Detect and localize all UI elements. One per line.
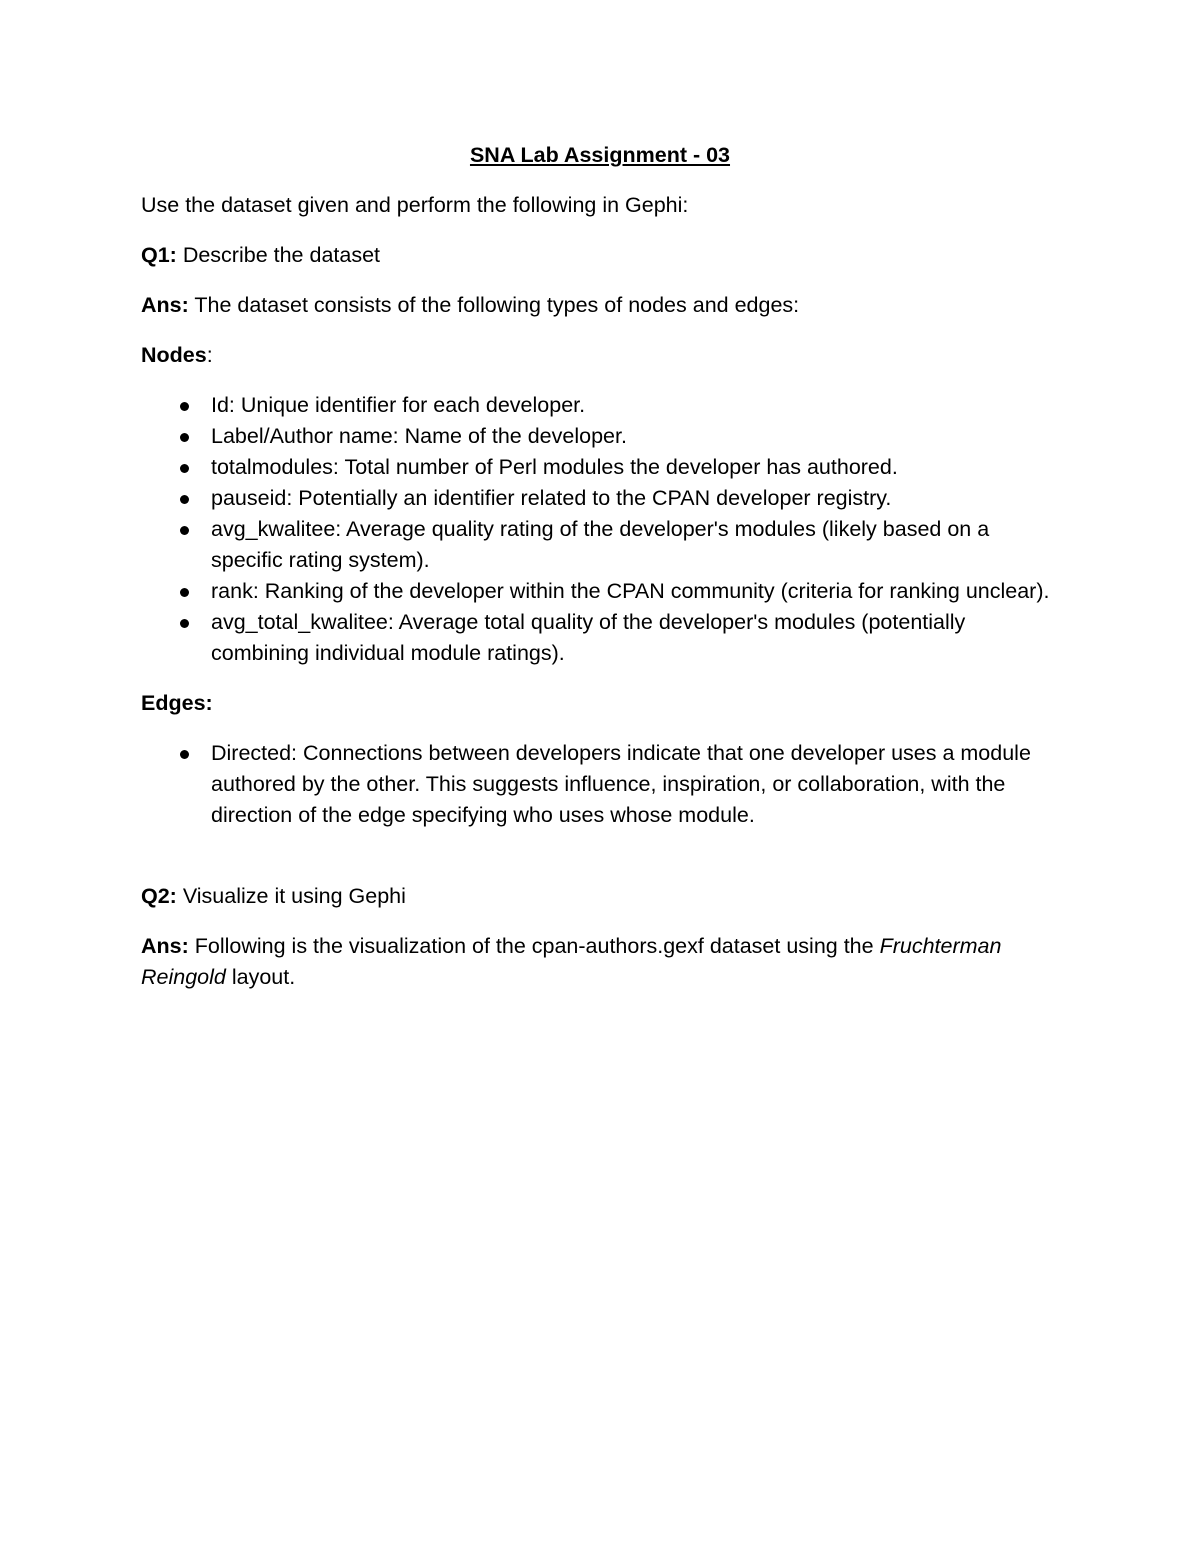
edges-heading bbox=[141, 688, 1059, 719]
nodes-heading-suffix: : bbox=[206, 343, 213, 367]
question-2-label: Q2: bbox=[141, 884, 177, 908]
answer-1 bbox=[141, 290, 1059, 321]
nodes-heading bbox=[141, 340, 1059, 371]
answer-2-layout-name: Fruchterman Reingold bbox=[141, 934, 1002, 989]
list-item: rank: Ranking of the developer within the CPAN community (criteria for ranking unclear). bbox=[211, 576, 1059, 607]
list-item: pauseid: Potentially an identifier related to the CPAN developer registry. bbox=[211, 483, 1059, 514]
nodes-heading-label: Nodes bbox=[141, 343, 207, 367]
list-item: Directed: Connections between developers indicate that one developer uses a module authored by the other. This suggests influence, inspiration, or collaboration, with the direction of the edge specifying who uses whose module. bbox=[211, 738, 1059, 831]
document-title: SNA Lab Assignment - 03 bbox=[469, 143, 731, 167]
intro-paragraph: Use the dataset given and perform the following in Gephi: bbox=[141, 193, 689, 217]
edges-heading-label: Edges: bbox=[141, 691, 213, 715]
list-item: Id: Unique identifier for each developer. bbox=[211, 390, 1059, 421]
answer-2-text: Following is the visualization of the cpan-authors.gexf dataset using the bbox=[188, 934, 880, 958]
list-item: totalmodules: Total number of Perl modules the developer has authored. bbox=[211, 452, 1059, 483]
answer-2-label: Ans: bbox=[141, 934, 189, 958]
nodes-list bbox=[141, 390, 1059, 669]
spacer bbox=[141, 850, 1059, 881]
answer-2-tail: layout. bbox=[225, 965, 296, 989]
document-content bbox=[141, 140, 1059, 1012]
question-1-label: Q1: bbox=[141, 243, 177, 267]
question-1-text: Describe the dataset bbox=[176, 243, 381, 267]
edges-list bbox=[141, 738, 1059, 831]
answer-2 bbox=[141, 931, 1059, 993]
question-1 bbox=[141, 240, 1059, 271]
list-item: avg_total_kwalitee: Average total quality of the developer's modules (potentially combining individual module ratings). bbox=[211, 607, 1059, 669]
answer-1-text: The dataset consists of the following types of nodes and edges: bbox=[188, 293, 800, 317]
answer-1-label: Ans: bbox=[141, 293, 189, 317]
list-item: avg_kwalitee: Average quality rating of the developer's modules (likely based on a specific rating system). bbox=[211, 514, 1059, 576]
question-2 bbox=[141, 881, 1059, 912]
list-item: Label/Author name: Name of the developer. bbox=[211, 421, 1059, 452]
question-2-text: Visualize it using Gephi bbox=[176, 884, 406, 908]
